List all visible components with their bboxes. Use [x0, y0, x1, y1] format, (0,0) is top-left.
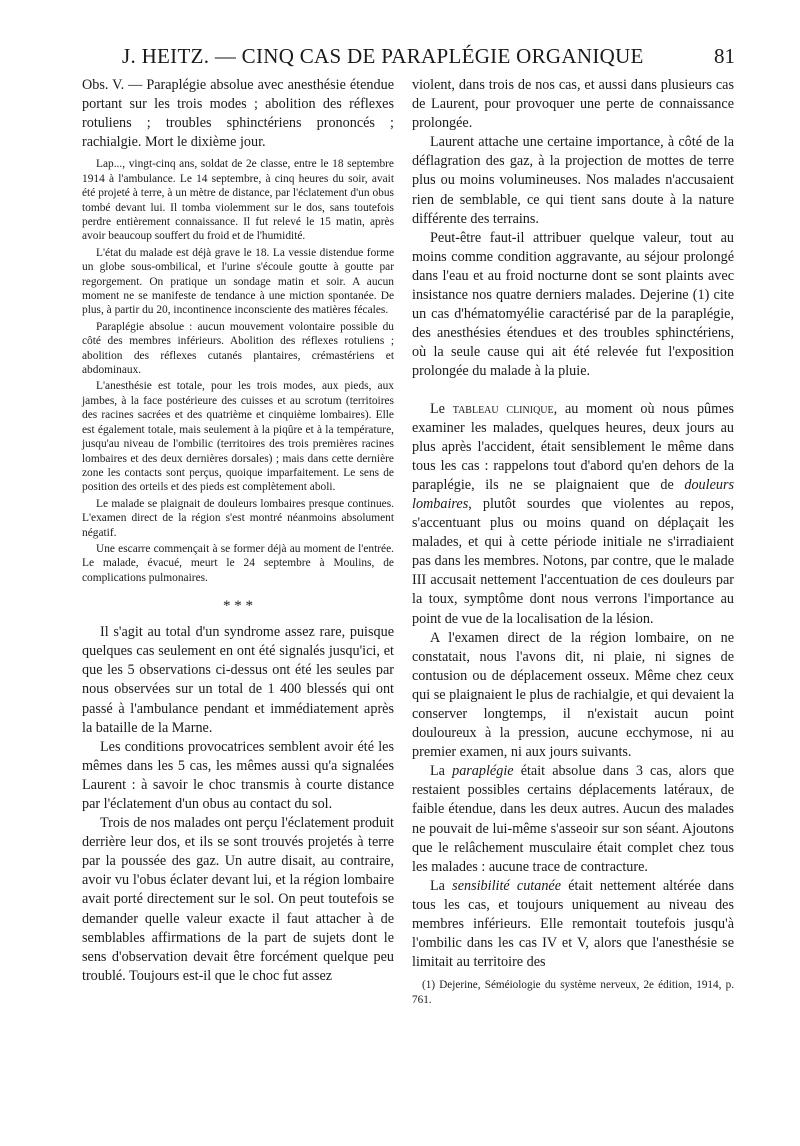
running-title: J. HEITZ. — CINQ CAS DE PARAPLÉGIE ORGANIQUE [122, 44, 644, 68]
body-paragraph: Il s'agit au total d'un syndrome assez rare, puisque quelques cas seulement en ont été signalés jusqu'ici, et que les 5 observations ci-dessus ont été les seules par nous observées sur un total de 1 400 blessés qui ont passé à l'ambulance pendant et immédiatement après la bataille de la Marne. [82, 624, 394, 736]
running-head [122, 44, 742, 69]
text-run: La [430, 877, 445, 894]
page-number: 81 [714, 44, 735, 68]
case-paragraph: Paraplégie absolue : aucun mouvement volontaire possible du côté des membres inférieurs. Abolition des réflexes rotuliens ; abolition des réflexes cutanés plantaires, crémastériens et abdominaux. [82, 320, 394, 377]
case-paragraph: Le malade se plaignait de douleurs lombaires presque continues. L'examen direct de la région s'est montré néanmoins absolument négatif. [82, 497, 394, 539]
body-paragraph-paraplegie [412, 762, 734, 877]
body-paragraph: Les conditions provocatrices semblent avoir été les mêmes dans les 5 cas, les mêmes aussi qu'a signalées Laurent : à savoir le choc transmis à courte distance par l'éclatement d'un obus au contact du sol. [82, 738, 394, 812]
paraplegie-term: paraplégie [452, 763, 514, 780]
body-paragraph: violent, dans trois de nos cas, et aussi dans plusieurs cas de Laurent, pour provoquer une perte de connaissance prolongée. [412, 77, 734, 132]
body-paragraph: Peut-être faut-il attribuer quelque valeur, tout au moins comme condition aggravante, au séjour prolongé dans l'eau et au froid nocturne dont se sont plaints avec insistance nos quatre derniers malades. Dejerine (1) cite un cas d'hématomyélie caractérisé par de la paraplégie, des anesthésies étendues et des troubles sphinctériens, où la seule cause qui ait été relevée fut l'exposition prolongée du malade à la pluie. [412, 229, 734, 380]
observation-heading: Obs. V. — Paraplégie absolue avec anesthésie étendue portant sur les trois modes ; abolition des réflexes rotuliens ; troubles sphinctériens prononcés ; rachialgie. Mort le dixième jour. [82, 77, 394, 151]
footnote: (1) Dejerine, Séméiologie du système nerveux, 2e édition, 1914, p. 761. [412, 979, 734, 1006]
douleurs-lombaires-term: douleurs lombaires [412, 476, 735, 512]
right-column [412, 76, 734, 1008]
body-paragraph-clinique [412, 400, 734, 629]
left-column [82, 76, 394, 986]
case-paragraph: L'anesthésie est totale, pour les trois modes, aux pieds, aux jambes, à la face postérieure des cuisses et au scrotum (territoires des racines sacrées et des quatrième et cinquième lombaires). Elle est également totale, mais seulement à la piqûre et à la température, jusqu'au niveau de l'ombilic (territoires des trois premières racines lombaires et des deux dernières dorsales) ; mais dans cette dernière zone les contacts sont perçus, quoique imparfaitement. Le sens de position des orteils et des pieds est complètement aboli. [82, 380, 394, 494]
paragraph-gap [412, 382, 734, 400]
body-paragraph: Trois de nos malades ont perçu l'éclatement produit derrière leur dos, et ils se sont trouvés projetés à terre par la poussée des gaz. Un autre disait, au contraire, avoir vu l'obus éclater devant lui, et la région lombaire avait porté directement sur le sol. On peut toutefois se demander quelle valeur exacte il faut attacher à de semblables affirmations de la part de sujets dont le sens d'observation devait être forcément quelque peu troublé. Toujours est-il que le choc fut assez [82, 815, 394, 984]
section-separator: * * * [223, 598, 253, 615]
case-paragraph: L'état du malade est déjà grave le 18. La vessie distendue forme un globe sous-ombilical, et l'urine s'écoule goutte à goutte par regorgement. On pratique un sondage matin et soir. A aucun moment ne se manifeste de tendance à une miction spontanée. De plus, à partir du 20, incontinence inconsciente des matières fécales. [82, 246, 394, 317]
tableau-clinique-term: tableau clinique [452, 400, 554, 417]
sensibilite-term: sensibilité cutanée [452, 877, 562, 894]
text-run: était nettement altérée dans tous les cas, et toujours uniquement au niveau des membres inférieurs. Elle remontait toutefois jusqu'à l'ombilic dans les cas IV et V, alors que l'anesthésie se limitait au territoire des [412, 877, 734, 971]
body-paragraph: A l'examen direct de la région lombaire, on ne constatait, nous l'avons dit, ni plaie, ni signes de contusion ou de déplacement osseux. Même chez ceux qui se plaignaient le plus de rachialgie, et qui devaient la conserver longtemps, il n'existait aucun point douloureux à la pression, aucune ecchymose, ni au premier examen, ni aux jours suivants. [412, 629, 734, 761]
case-paragraph: Une escarre commençait à se former déjà au moment de l'entrée. Le malade, évacué, meurt le 24 septembre à Moulins, de complications pulmonaires. [82, 542, 394, 584]
case-paragraph: Lap..., vingt-cinq ans, soldat de 2e classe, entre le 18 septembre 1914 à l'ambulance. Le 14 septembre, à cinq heures du soir, avait été projeté à terre, à un mètre de distance, par l'éclatement d'un obus tombé devant lui. Il tomba violemment sur le dos, sans toutefois perdre entièrement connaissance. Il fut relevé le 15 matin, après avoir beaucoup souffert du froid et de l'humidité. [82, 158, 394, 243]
text-run: était absolue dans 3 cas, alors que restaient possibles certains déplacements latéraux, de faible étendue, dans les deux autres. Aucun des malades ne pouvait de lui-même s'asseoir sur son séant. Ajoutons que le relâchement musculaire était complet chez tous les malades : aucune trace de contracture. [412, 763, 734, 875]
text-run: , au moment où nous pûmes examiner les malades, quelques heures, deux jours au plus après l'accident, était sensiblement le même dans tous les cas : rappelons tout d'abord qu'en dehors de la paraplégie, ils ne se plaignaient que de [412, 400, 735, 493]
text-run: Le [430, 400, 445, 417]
body-paragraph: Laurent attache une certaine importance, à côté de la déflagration des gaz, à la projection de mottes de terre plus ou moins volumineuses. Nos malades n'accusaient rien de semblable, ce qui tient sans doute à la nature différente des terrains. [412, 134, 734, 227]
text-run: La [430, 763, 445, 780]
body-paragraph-sensibilite [412, 877, 734, 972]
text-run: , plutôt sourdes que violentes au repos, s'accentuant plus ou moins quand on déplaçait les malades, et qui à cette période initiale ne s'irradiaient pas dans les membres. Notons, par contre, que le malade III accusait nettement l'accentuation de ces douleurs par la toux, symptôme dont nous verrons l'importance au point de vue de la localisation de la lésion. [412, 495, 734, 627]
